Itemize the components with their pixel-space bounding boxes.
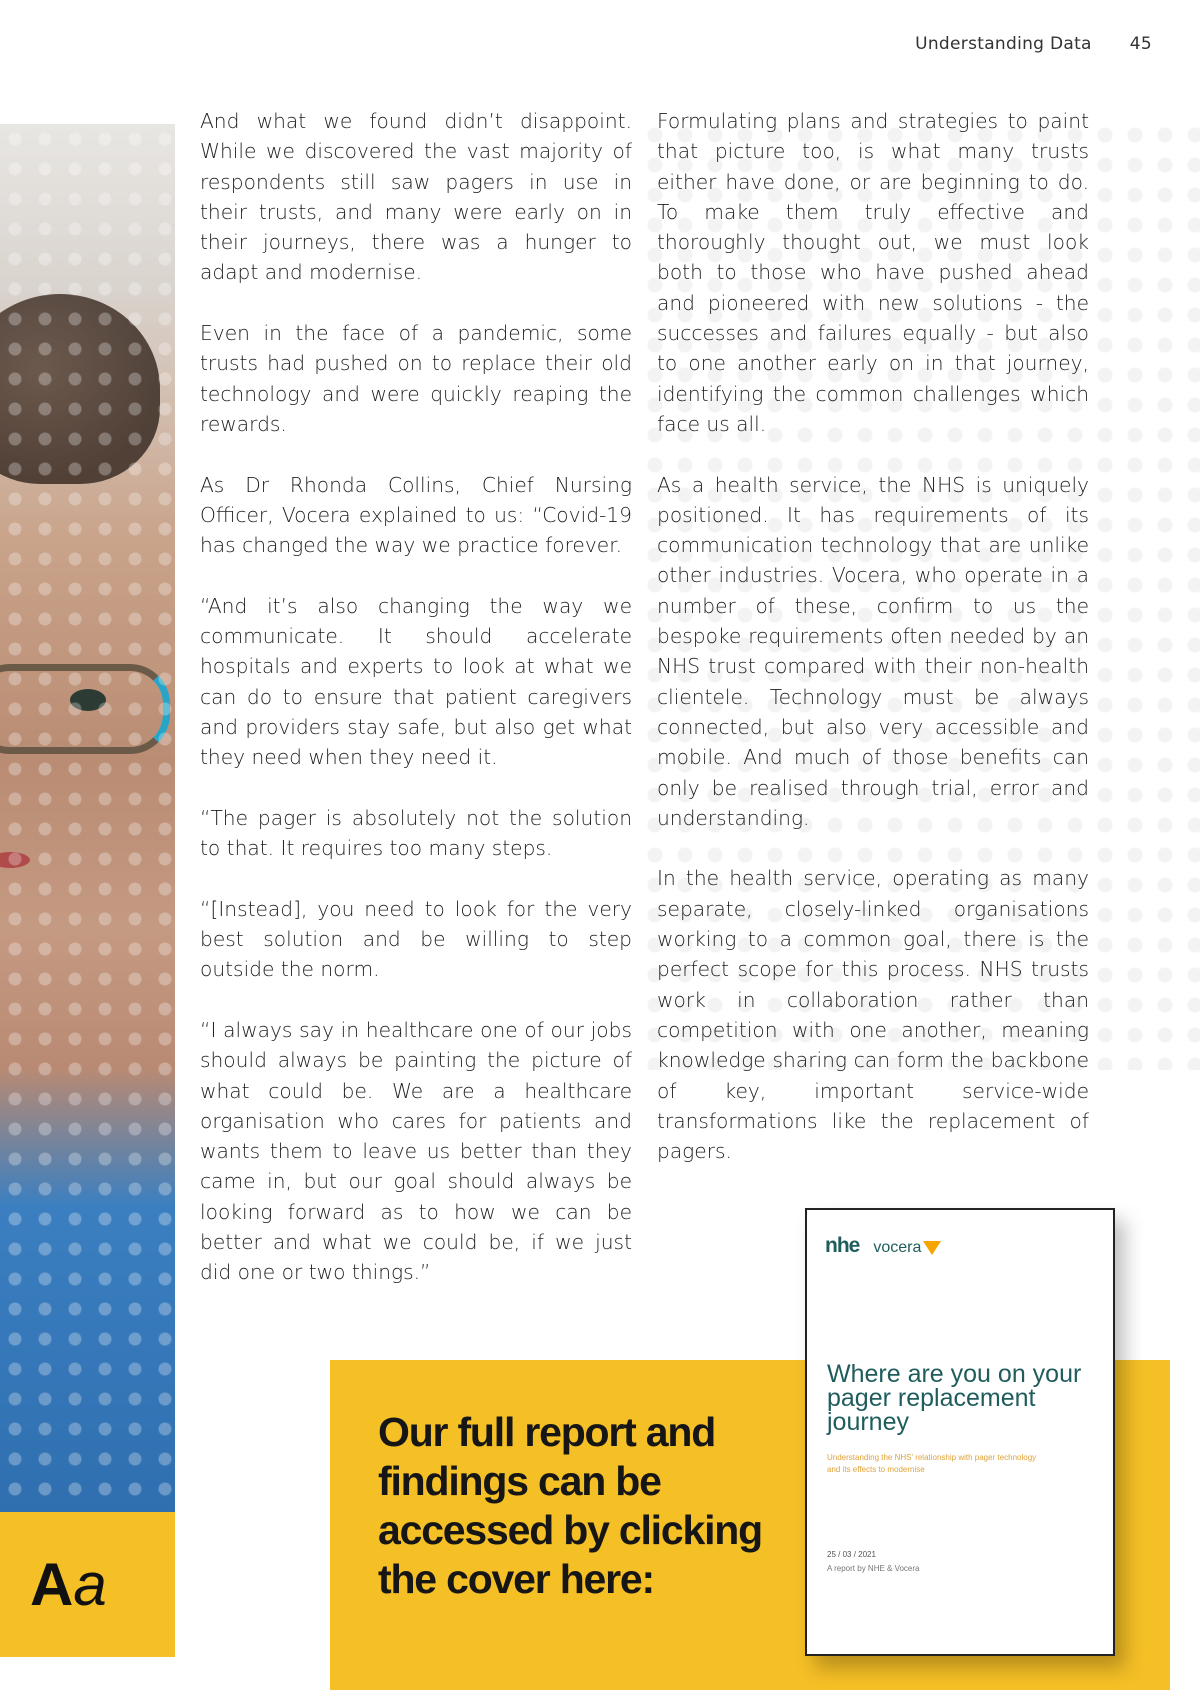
cover-title: Where are you on your pager replacement journey bbox=[827, 1360, 1082, 1436]
paragraph: “The pager is absolutely not the solution to that. It requires too many steps. bbox=[200, 805, 632, 861]
page-header bbox=[915, 34, 1152, 54]
vocera-mark-icon bbox=[923, 1241, 941, 1255]
right-column bbox=[657, 106, 1089, 1197]
font-sample-box bbox=[0, 1512, 175, 1657]
cover-date: 25 / 03 / 2021 bbox=[827, 1550, 876, 1559]
paragraph: Formulating plans and strategies to paint that picture too, is what many trusts either have done, or are beginning to do. To make them truly effective and thoroughly thought out, we must look both to those who have pushed ahead and pioneered with new solutions - the successes and failures equally - but also to one another early on in that journey, identifying the common challenges which face us all. bbox=[657, 109, 1089, 436]
left-column bbox=[200, 106, 632, 1318]
paragraph: Even in the face of a pandemic, some trusts had pushed on to replace their old technology and were quickly reaping the rewards. bbox=[200, 321, 632, 436]
paragraph: In the health service, operating as many separate, closely-linked organisations working to a common goal, there is the perfect scope for this process. NHS trusts work in collaboration rather than competition with one another, meaning knowledge sharing can form the backbone of key, important service-wide transformations like the replacement of pagers. bbox=[657, 866, 1089, 1164]
font-sample: Aa bbox=[30, 1551, 107, 1618]
cover-subtitle: Understanding the NHS’ relationship with pager technology and its effects to modernise bbox=[827, 1453, 1037, 1474]
cta-text: Our full report and findings can be accessed by clicking the cover here: bbox=[378, 1409, 762, 1602]
vocera-logo: vocera bbox=[873, 1239, 941, 1257]
nhe-logo: nhe bbox=[825, 1234, 860, 1257]
nurse-photo bbox=[0, 124, 175, 1512]
report-cover-link[interactable] bbox=[805, 1208, 1115, 1656]
page-number: 45 bbox=[1129, 34, 1152, 54]
photo-pattern-overlay bbox=[0, 124, 175, 1512]
cover-logos bbox=[825, 1234, 941, 1258]
paragraph: As Dr Rhonda Collins, Chief Nursing Officer, Vocera explained to us: “Covid-19 has changed the way we practice forever. bbox=[200, 472, 632, 558]
paragraph: And what we found didn’t disappoint. While we discovered the vast majority of respondents still saw pagers in use in their trusts, and many were early on in their journeys, there was a hunger to adapt and modernise. bbox=[200, 109, 632, 285]
paragraph: “And it’s also changing the way we communicate. It should accelerate hospitals and experts to look at what we can do to ensure that patient caregivers and providers stay safe, but also get what they need when they need it. bbox=[200, 593, 632, 770]
paragraph: “[Instead], you need to look for the very best solution and be willing to step outside the norm. bbox=[200, 896, 632, 982]
paragraph: “I always say in healthcare one of our jobs should always be painting the picture of what could be. We are a healthcare organisation who cares for patients and wants them to leave us better than they came in, but our goal should always be looking forward as to how we can be better and what we could be, if we just did one or two things.” bbox=[200, 1017, 632, 1285]
paragraph: As a health service, the NHS is uniquely positioned. It has requirements of its communication technology that are unlike other industries. Vocera, who operate in a number of these, confirm to us the bespoke requirements often needed by an NHS trust compared with their non-health clientele. Technology must be always connected, but also very accessible and mobile. And much of those benefits can only be realised through trial, error and understanding. bbox=[657, 472, 1089, 830]
cover-byline: A report by NHE & Vocera bbox=[827, 1564, 920, 1573]
section-title: Understanding Data bbox=[915, 34, 1092, 54]
